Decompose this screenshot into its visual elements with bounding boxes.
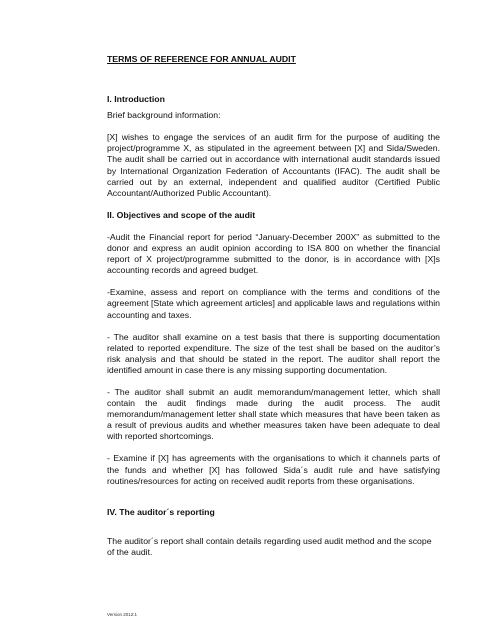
objectives-paragraph-5: - Examine if [X] has agreements with the organisations to which it channels parts of the funds and whether [X] has followed Sida´s audit rule and have satisfying routines/resources for acting on received audit reports from these organisations. <box>107 453 440 486</box>
version-footer: Version 2012:1 <box>107 612 138 617</box>
document-title: TERMS OF REFERENCE FOR ANNUAL AUDIT <box>107 54 296 64</box>
reporting-paragraph: The auditor´s report shall contain details regarding used audit method and the scope of the audit. <box>107 535 432 557</box>
section-heading-reporting: IV. The auditor´s reporting <box>107 506 215 517</box>
introduction-lead: Brief background information: <box>107 110 221 121</box>
objectives-paragraph-3: - The auditor shall examine on a test basis that there is supporting documentation related to reported expenditure. The size of the test shall be based on the auditor’s risk analysis and that should be stated in the report. The auditor shall report the identified amount in case there is any missing supporting documentation. <box>107 331 440 375</box>
objectives-paragraph-2: -Examine, assess and report on compliance with the terms and conditions of the agreement [State which agreement articles] and applicable laws and regulations within accounting and taxes. <box>107 287 440 320</box>
introduction-paragraph: [X] wishes to engage the services of an audit firm for the purpose of auditing the project/programme X, as stipulated in the agreement between [X] and Sida/Sweden. The audit shall be carried out in accordance with international audit standards issued by International Organization Federation of Accountants (IFAC). The audit shall be carried out by an external, independent and qualified auditor (Certified Public Accountant/Authorized Public Accountant). <box>107 132 440 198</box>
section-heading-introduction: I. Introduction <box>107 94 165 105</box>
objectives-paragraph-4: - The auditor shall submit an audit memorandum/management letter, which shall contain the audit findings made during the audit process. The audit memorandum/management letter shall state which measures that have been taken as a result of previous audits and whether measures taken have been adequate to deal with reported shortcomings. <box>107 386 440 442</box>
objectives-paragraph-1: -Audit the Financial report for period “January-December 200X” as submitted to the donor and express an audit opinion according to ISA 800 on whether the financial report of X project/programme submitted to the donor, is in accordance with [X]s accounting records and agreed budget. <box>107 231 440 276</box>
section-heading-objectives: II. Objectives and scope of the audit <box>107 209 256 220</box>
